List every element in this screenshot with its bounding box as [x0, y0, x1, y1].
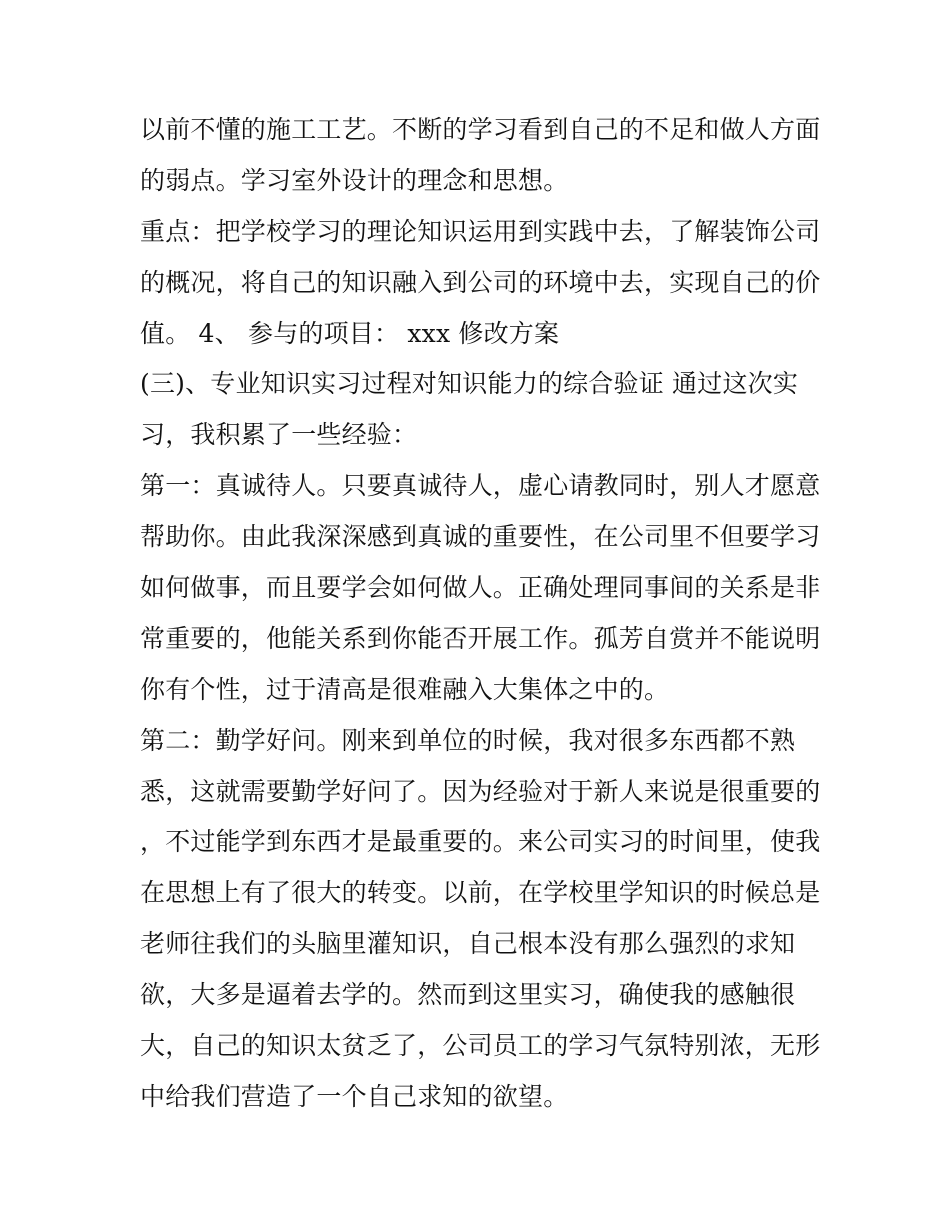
text-line: 中给我们营造了一个自己求知的欲望。	[140, 1081, 569, 1111]
text-line: 的弱点。学习室外设计的理念和思想。	[140, 165, 569, 195]
text-line: 你有个性，过于清高是很难融入大集体之中的。	[140, 674, 670, 704]
text-line: 的概况，将自己的知识融入到公司的环境中去，实现自己的价	[140, 267, 821, 297]
text-line: 老师往我们的头脑里灌知识，自己根本没有那么强烈的求知	[140, 929, 796, 959]
text-line: 在思想上有了很大的转变。以前，在学校里学知识的时候总是	[140, 878, 821, 908]
text-line: 欲，大多是逼着去学的。然而到这里实习，确使我的感触很	[140, 980, 796, 1010]
text-line: 如何做事，而且要学会如何做人。正确处理同事间的关系是非	[140, 573, 821, 603]
text-line: 以前不懂的施工工艺。不断的学习看到自己的不足和做人方面	[140, 115, 821, 144]
text-line: 帮助你。由此我深深感到真诚的重要性，在公司里不但要学习	[140, 522, 821, 552]
text-line: 值。 4、 参与的项目： xxx 修改方案	[140, 318, 560, 348]
text-line: 悉，这就需要勤学好问了。因为经验对于新人来说是很重要的	[140, 776, 821, 806]
text-line: (三)、专业知识实习过程对知识能力的综合验证 通过这次实	[140, 369, 799, 399]
text-line: 第一：真诚待人。只要真诚待人，虚心请教同时，别人才愿意	[140, 471, 821, 501]
text-line: 重点：把学校学习的理论知识运用到实践中去，了解装饰公司	[140, 216, 821, 246]
text-line: 大，自己的知识太贫乏了，公司员工的学习气氛特别浓，无形	[140, 1031, 821, 1061]
text-line: 第二：勤学好问。刚来到单位的时候，我对很多东西都不熟	[140, 725, 796, 755]
text-line: ，不过能学到东西才是最重要的。来公司实习的时间里，使我	[140, 827, 821, 857]
body-text	[140, 105, 820, 1123]
text-line: 常重要的，他能关系到你能否开展工作。孤芳自赏并不能说明	[140, 623, 821, 653]
text-line: 习，我积累了一些经验：	[140, 420, 418, 450]
